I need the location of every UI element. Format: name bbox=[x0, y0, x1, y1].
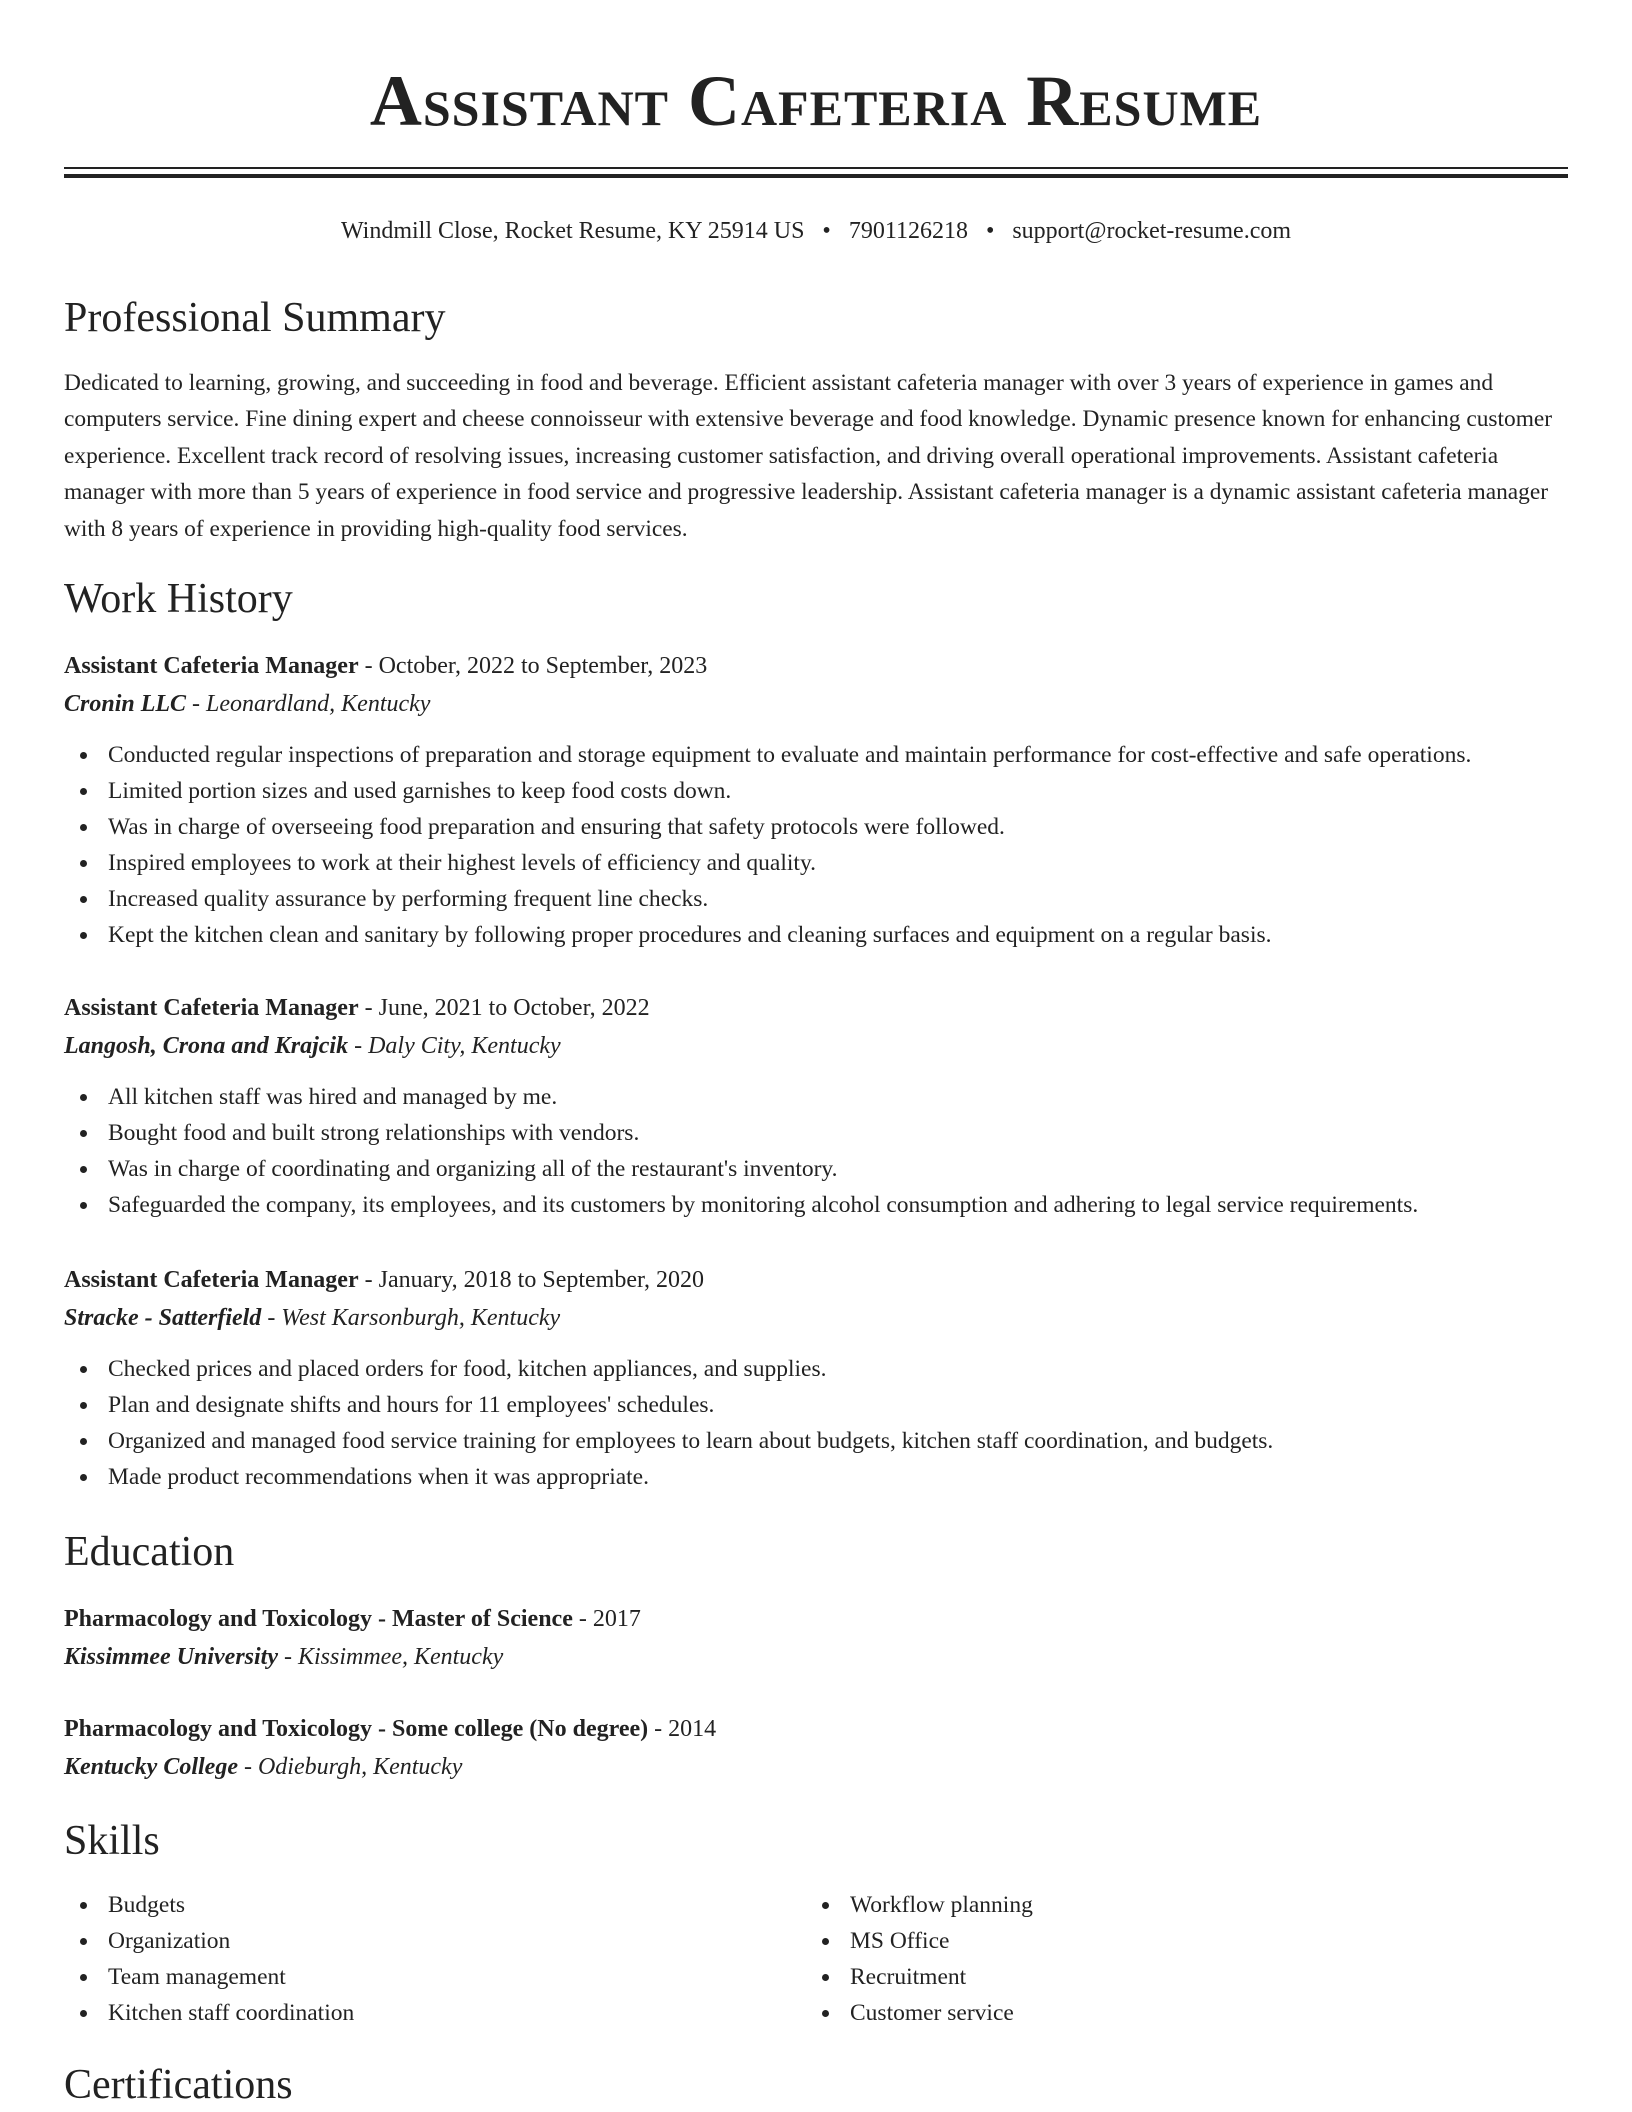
job-duty: Was in charge of coordinating and organizing all of the restaurant's inventory. bbox=[64, 1151, 1568, 1187]
job-duty: Bought food and built strong relationships with vendors. bbox=[64, 1115, 1568, 1151]
job-duty: Was in charge of overseeing food preparation and ensuring that safety protocols were followed. bbox=[64, 809, 1568, 845]
education-entry bbox=[64, 1710, 1568, 1786]
skills-list-right bbox=[806, 1887, 1548, 2031]
job-duty: Made product recommendations when it was appropriate. bbox=[64, 1459, 1568, 1495]
job-role: Assistant Cafeteria Manager bbox=[64, 1267, 359, 1293]
job-company: Stracke - Satterfield bbox=[64, 1305, 262, 1331]
education-location: - Kissimmee, Kentucky bbox=[277, 1644, 504, 1670]
job-duty: All kitchen staff was hired and managed by me. bbox=[64, 1079, 1568, 1115]
resume-title: Assistant Cafeteria Resume bbox=[369, 61, 1263, 141]
education-degree-line bbox=[64, 1710, 1568, 1748]
job-duty: Limited portion sizes and used garnishes to keep food costs down. bbox=[64, 773, 1568, 809]
job-dates: - January, 2018 to September, 2020 bbox=[358, 1267, 705, 1293]
section-heading-education: Education bbox=[64, 1529, 235, 1575]
job-location: - West Karsonburgh, Kentucky bbox=[261, 1305, 561, 1331]
education-degree-line bbox=[64, 1600, 1568, 1638]
job-entry bbox=[64, 647, 1568, 953]
contact-phone: 7901126218 bbox=[848, 218, 968, 244]
skill-item: Workflow planning bbox=[806, 1887, 1548, 1923]
title-rule-thick bbox=[64, 174, 1568, 178]
section-heading-summary: Professional Summary bbox=[64, 295, 446, 341]
job-duty: Kept the kitchen clean and sanitary by following proper procedures and cleaning surfaces and equipment on a regular basis. bbox=[64, 917, 1568, 953]
job-duty: Safeguarded the company, its employees, and its customers by monitoring alcohol consumption and adhering to legal service requirements. bbox=[64, 1187, 1568, 1223]
job-duty: Checked prices and placed orders for food, kitchen appliances, and supplies. bbox=[64, 1351, 1568, 1387]
skill-item: Organization bbox=[64, 1923, 806, 1959]
skill-item: Recruitment bbox=[806, 1959, 1548, 1995]
section-heading-certifications: Certifications bbox=[64, 2062, 293, 2108]
section-heading-work: Work History bbox=[64, 576, 293, 622]
skill-item: MS Office bbox=[806, 1923, 1548, 1959]
job-company: Cronin LLC bbox=[64, 691, 187, 717]
job-dates: - June, 2021 to October, 2022 bbox=[358, 995, 650, 1021]
skill-item: Team management bbox=[64, 1959, 806, 1995]
job-duty: Organized and managed food service training for employees to learn about budgets, kitchen staff coordination, and budgets. bbox=[64, 1423, 1568, 1459]
job-company-line bbox=[64, 1027, 1568, 1065]
education-school-line bbox=[64, 1638, 1568, 1676]
education-school: Kissimmee University bbox=[64, 1644, 278, 1670]
job-dates: - October, 2022 to September, 2023 bbox=[358, 653, 708, 679]
contact-email: support@rocket-resume.com bbox=[1012, 218, 1292, 244]
section-heading-skills: Skills bbox=[64, 1818, 160, 1864]
skill-item: Kitchen staff coordination bbox=[64, 1995, 806, 2031]
education-location: - Odieburgh, Kentucky bbox=[237, 1754, 463, 1780]
job-duties-list bbox=[64, 1079, 1568, 1223]
job-company-line bbox=[64, 685, 1568, 723]
contact-address: Windmill Close, Rocket Resume, KY 25914 US bbox=[340, 218, 805, 244]
contact-separator: • bbox=[822, 218, 831, 244]
job-location: - Daly City, Kentucky bbox=[348, 1033, 561, 1059]
education-school: Kentucky College bbox=[64, 1754, 238, 1780]
education-degree: Pharmacology and Toxicology - Master of Science bbox=[64, 1606, 573, 1632]
education-entry bbox=[64, 1600, 1568, 1676]
job-duty: Plan and designate shifts and hours for 11 employees' schedules. bbox=[64, 1387, 1568, 1423]
skill-item: Budgets bbox=[64, 1887, 806, 1923]
job-title-line bbox=[64, 1261, 1568, 1299]
skills-list-left bbox=[64, 1887, 806, 2031]
summary-text: Dedicated to learning, growing, and succeeding in food and beverage. Efficient assistant cafeteria manager with over 3 years of experience in games and computers service. Fine dining expert and cheese connoisseur with extensive beverage and food knowledge. Dynamic presence known for enhancing customer experience. Excellent track record of resolving issues, increasing customer satisfaction, and driving overall operational improvements. Assistant cafeteria manager with more than 5 years of experience in food service and progressive leadership. Assistant cafeteria manager is a dynamic assistant cafeteria manager with 8 years of experience in providing high-quality food services. bbox=[64, 370, 1553, 542]
skills-columns bbox=[64, 1887, 1568, 2031]
resume-content bbox=[64, 0, 1568, 2108]
job-duties-list bbox=[64, 1351, 1568, 1495]
job-duties-list bbox=[64, 737, 1568, 953]
job-duty: Conducted regular inspections of preparation and storage equipment to evaluate and maintain performance for cost-effective and safe operations. bbox=[64, 737, 1568, 773]
job-role: Assistant Cafeteria Manager bbox=[64, 995, 359, 1021]
job-role: Assistant Cafeteria Manager bbox=[64, 653, 359, 679]
title-rule-thin bbox=[64, 167, 1568, 169]
job-title-line bbox=[64, 647, 1568, 685]
job-entry bbox=[64, 989, 1568, 1223]
contact-line bbox=[64, 214, 1568, 248]
education-school-line bbox=[64, 1748, 1568, 1786]
job-entry bbox=[64, 1261, 1568, 1495]
job-title-line bbox=[64, 989, 1568, 1027]
job-location: - Leonardland, Kentucky bbox=[186, 691, 431, 717]
job-duty: Increased quality assurance by performing frequent line checks. bbox=[64, 881, 1568, 917]
skill-item: Customer service bbox=[806, 1995, 1548, 2031]
education-year: - 2014 bbox=[648, 1716, 717, 1742]
job-company-line bbox=[64, 1299, 1568, 1337]
education-year: - 2017 bbox=[572, 1606, 641, 1632]
education-degree: Pharmacology and Toxicology - Some college (No degree) bbox=[64, 1716, 649, 1742]
job-duty: Inspired employees to work at their highest levels of efficiency and quality. bbox=[64, 845, 1568, 881]
contact-separator: • bbox=[985, 218, 995, 244]
job-company: Langosh, Crona and Krajcik bbox=[64, 1033, 349, 1059]
